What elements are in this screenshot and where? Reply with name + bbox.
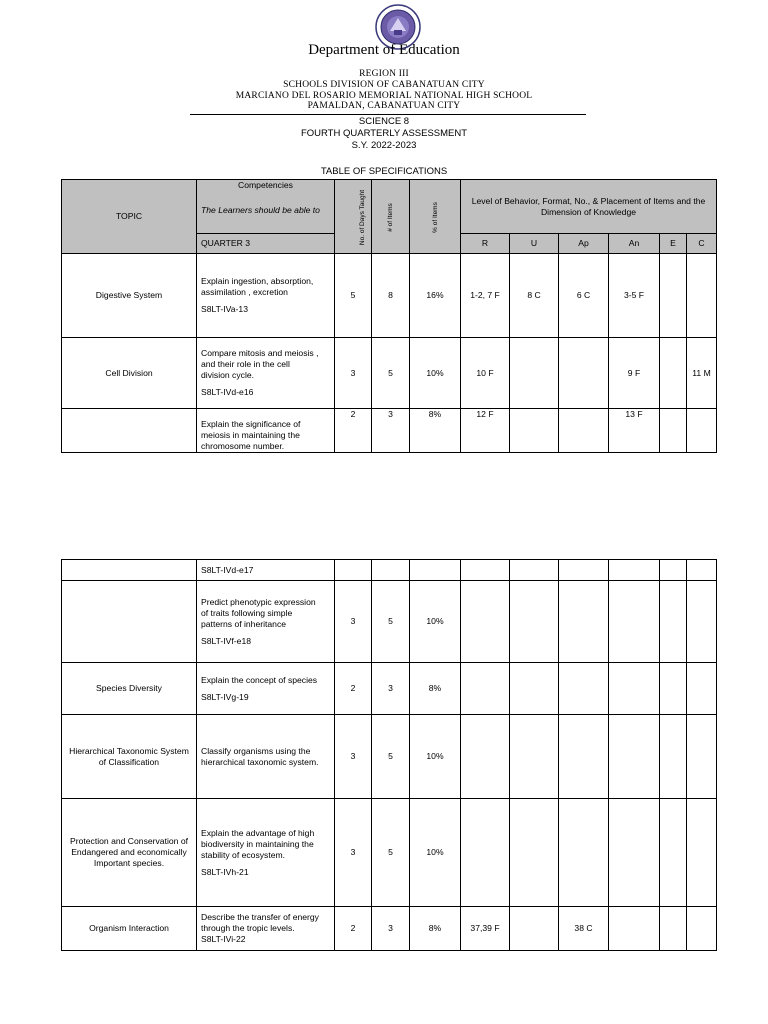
an-cell (609, 799, 660, 907)
r-cell: 1-2, 7 F (461, 254, 510, 338)
topic-cell: Cell Division (62, 338, 197, 409)
assessment-line: FOURTH QUARTERLY ASSESSMENT (300, 128, 468, 139)
items-header: # of Items (372, 180, 410, 254)
ap-cell: 6 C (559, 254, 609, 338)
c-cell: 11 M (687, 338, 717, 409)
ap-cell (559, 799, 609, 907)
e-cell (660, 409, 687, 453)
competency-line: hierarchical taxonomic system. (201, 756, 319, 767)
e-header: E (660, 234, 687, 254)
competency-line: S8LT-IVi-22 (201, 934, 246, 944)
r-cell: 10 F (461, 338, 510, 409)
topic-cell (62, 581, 197, 663)
an-cell (609, 560, 660, 581)
u-cell (510, 663, 559, 715)
r-cell (461, 560, 510, 581)
an-cell (609, 907, 660, 951)
table-row (62, 338, 717, 409)
pct-cell: 16% (410, 254, 461, 338)
an-cell: 9 F (609, 338, 660, 409)
items-cell: 5 (372, 581, 410, 663)
department-title: Department of Education (308, 42, 460, 58)
e-cell (660, 799, 687, 907)
u-cell (510, 581, 559, 663)
u-header: U (510, 234, 559, 254)
ap-cell (559, 338, 609, 409)
c-cell (687, 409, 717, 453)
ap-cell (559, 581, 609, 663)
competency-cell (197, 560, 335, 581)
pct-cell: 8% (410, 663, 461, 715)
pct-cell: 10% (410, 581, 461, 663)
pct-cell (410, 560, 461, 581)
days-cell: 3 (335, 338, 372, 409)
table-row (62, 581, 717, 663)
competency-line: Describe the transfer of energy (201, 912, 319, 922)
competency-line: Explain ingestion, absorption, (201, 276, 314, 286)
topic-cell (62, 409, 197, 453)
table-row (62, 409, 717, 453)
competency-line: S8LT-IVd-e17 (201, 564, 254, 575)
u-cell (510, 715, 559, 799)
competency-line: Explain the advantage of high (201, 827, 315, 838)
topic-header: TOPIC (62, 180, 197, 254)
competency-line: Compare mitosis and meiosis , (201, 348, 319, 358)
competency-line: Predict phenotypic expression (201, 596, 316, 607)
competency-line: and their role in the cell (201, 359, 290, 369)
r-cell (461, 581, 510, 663)
ap-cell (559, 409, 609, 453)
days-cell (335, 560, 372, 581)
topic-cell (62, 560, 197, 581)
days-cell: 3 (335, 715, 372, 799)
u-cell (510, 907, 559, 951)
c-cell (687, 799, 717, 907)
header-divider (190, 114, 586, 115)
table-row (62, 715, 717, 799)
competency-line: meiosis in maintaining the (201, 430, 300, 440)
c-cell (687, 907, 717, 951)
ap-cell (559, 715, 609, 799)
items-cell (372, 560, 410, 581)
competency-line: of traits following simple (201, 607, 293, 618)
ap-cell: 38 C (559, 907, 609, 951)
pct-cell: 10% (410, 338, 461, 409)
e-cell (660, 254, 687, 338)
competency-cell (197, 799, 335, 907)
days-cell: 3 (335, 799, 372, 907)
pct-cell: 8% (410, 907, 461, 951)
c-cell (687, 581, 717, 663)
table-row (62, 254, 717, 338)
c-cell (687, 560, 717, 581)
competency-line: patterns of inheritance (201, 618, 287, 629)
items-cell: 5 (372, 799, 410, 907)
school-year-line: S.Y. 2022-2023 (351, 140, 417, 151)
r-cell: 12 F (461, 409, 510, 453)
competency-line: through the tropic levels. (201, 923, 295, 933)
competencies-header (197, 180, 335, 234)
r-cell (461, 715, 510, 799)
days-cell: 5 (335, 254, 372, 338)
u-cell (510, 560, 559, 581)
an-cell: 3-5 F (609, 254, 660, 338)
competency-code: S8LT-IVh-21 (201, 866, 249, 877)
c-cell (687, 663, 717, 715)
region-line: REGION III (359, 69, 409, 79)
competency-line: Explain the concept of species (201, 674, 318, 685)
learners-label: The Learners should be able to (201, 205, 320, 215)
table-title: TABLE OF SPECIFICATIONS (320, 166, 448, 177)
u-cell (510, 799, 559, 907)
items-cell: 8 (372, 254, 410, 338)
topic-cell: Species Diversity (62, 663, 197, 715)
c-cell (687, 254, 717, 338)
competency-line: Explain the significance of (201, 419, 301, 429)
topic-cell: Organism Interaction (62, 907, 197, 951)
competency-line: Classify organisms using the (201, 745, 311, 756)
competency-cell (197, 715, 335, 799)
ap-header: Ap (559, 234, 609, 254)
an-header: An (609, 234, 660, 254)
pct-header: % of Items (410, 180, 461, 254)
days-cell: 2 (335, 663, 372, 715)
competency-cell (197, 581, 335, 663)
table-row (62, 560, 717, 581)
topic-cell: Digestive System (62, 254, 197, 338)
c-cell (687, 715, 717, 799)
ap-cell (559, 663, 609, 715)
division-line: SCHOOLS DIVISION OF CABANATUAN CITY (283, 80, 485, 90)
ap-cell (559, 560, 609, 581)
table-row (62, 663, 717, 715)
specifications-table-bottom (61, 559, 717, 951)
an-cell (609, 581, 660, 663)
table-row (62, 799, 717, 907)
u-cell (510, 338, 559, 409)
r-header: R (461, 234, 510, 254)
competency-code: S8LT-IVg-19 (201, 691, 249, 702)
an-cell (609, 663, 660, 715)
items-cell: 3 (372, 409, 410, 453)
r-cell (461, 799, 510, 907)
topic-cell: Hierarchical Taxonomic System of Classification (62, 715, 197, 799)
e-cell (660, 338, 687, 409)
competency-code: S8LT-IVd-e16 (201, 387, 254, 397)
specifications-table-top (61, 179, 717, 453)
school-line: MARCIANO DEL ROSARIO MEMORIAL NATIONAL HIGH SCHOOL (235, 91, 533, 101)
r-cell (461, 663, 510, 715)
competency-cell (197, 338, 335, 409)
e-cell (660, 663, 687, 715)
r-cell: 37,39 F (461, 907, 510, 951)
items-cell: 5 (372, 715, 410, 799)
u-cell: 8 C (510, 254, 559, 338)
e-cell (660, 715, 687, 799)
u-cell (510, 409, 559, 453)
competency-line: biodiversity in maintaining the (201, 838, 314, 849)
competency-cell (197, 409, 335, 453)
items-cell: 3 (372, 663, 410, 715)
competency-cell (197, 663, 335, 715)
competency-line: division cycle. (201, 370, 255, 380)
competency-cell (197, 254, 335, 338)
subject-line: SCIENCE 8 (358, 116, 410, 127)
an-cell (609, 715, 660, 799)
pct-cell: 10% (410, 799, 461, 907)
competency-code: S8LT-IVa-13 (201, 304, 248, 314)
competencies-label: Competencies (238, 180, 293, 190)
address-line: PAMALDAN, CABANATUAN CITY (307, 101, 461, 111)
days-cell: 2 (335, 907, 372, 951)
e-cell (660, 560, 687, 581)
days-cell: 2 (335, 409, 372, 453)
competency-line: assimilation , excretion (201, 287, 288, 297)
items-cell: 5 (372, 338, 410, 409)
competency-line: chromosome number. (201, 441, 285, 451)
topic-cell: Protection and Conservation of Endangered and economically Important species. (62, 799, 197, 907)
competency-cell (197, 907, 335, 951)
table-row (62, 907, 717, 951)
c-header: C (687, 234, 717, 254)
pct-cell: 8% (410, 409, 461, 453)
e-cell (660, 581, 687, 663)
pct-cell: 10% (410, 715, 461, 799)
e-cell (660, 907, 687, 951)
competency-code: S8LT-IVf-e18 (201, 635, 251, 646)
days-header: No. of Days Taught (335, 180, 372, 254)
quarter-label: QUARTER 3 (197, 234, 335, 254)
level-header: Level of Behavior, Format, No., & Placement of Items and the Dimension of Knowledge (461, 180, 717, 234)
days-cell: 3 (335, 581, 372, 663)
an-cell: 13 F (609, 409, 660, 453)
items-cell: 3 (372, 907, 410, 951)
competency-line: stability of ecosystem. (201, 849, 286, 860)
